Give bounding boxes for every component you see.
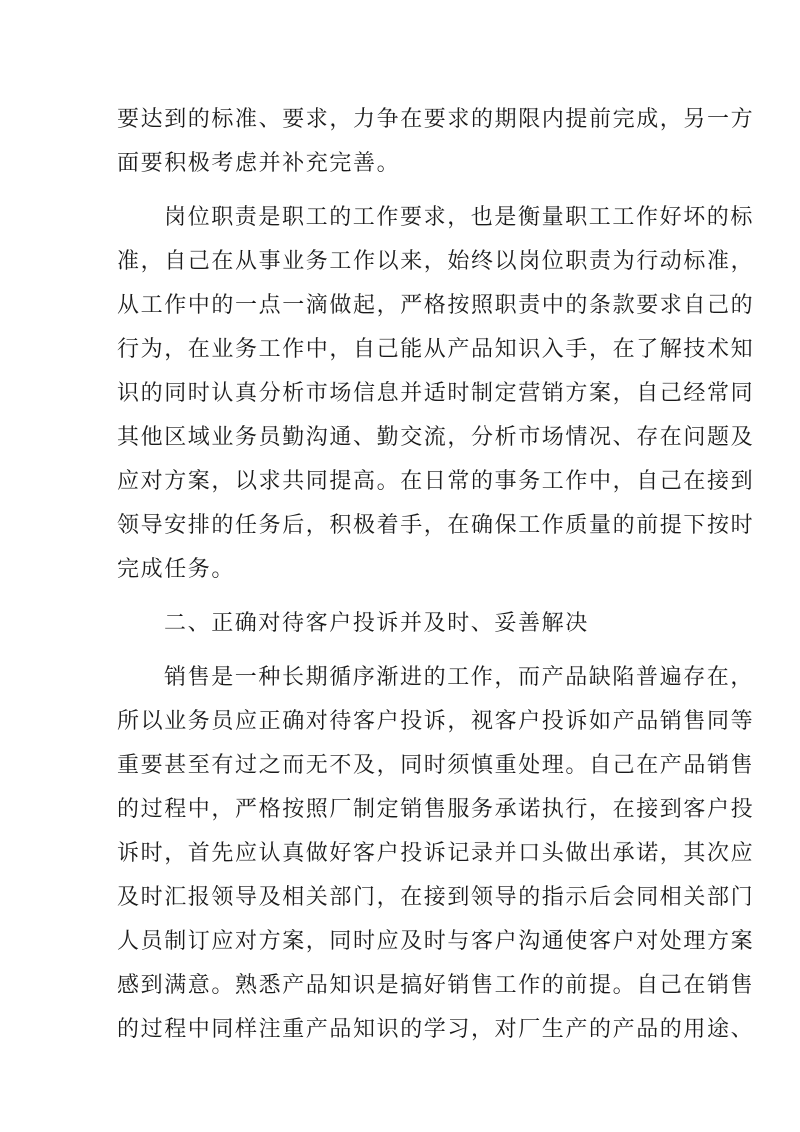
paragraph-job-duties xyxy=(117,196,755,592)
text-line: 及时汇报领导及相关部门，在接到领导的指示后会同相关部门 xyxy=(117,885,755,910)
text-line: 人员制订应对方案，同时应及时与客户沟通使客户对处理方案 xyxy=(117,929,755,954)
text-line: 感到满意。熟悉产品知识是搞好销售工作的前提。自己在销售 xyxy=(117,973,755,998)
text-line: 的过程中，严格按照厂制定销售服务承诺执行，在接到客户投 xyxy=(117,797,755,822)
paragraph-gap xyxy=(117,592,689,602)
paragraph-sales-complaints xyxy=(117,656,755,1052)
text-line: 岗位职责是职工的工作要求，也是衡量职工工作好坏的标 xyxy=(164,205,755,230)
text-line: 所以业务员应正确对待客户投诉，视客户投诉如产品销售同等 xyxy=(117,709,755,734)
text-line: 面要积极考虑并补充完善。 xyxy=(117,151,401,176)
paragraph-gap xyxy=(117,186,689,196)
text-line: 识的同时认真分析市场信息并适时制定营销方案，自己经常同 xyxy=(117,381,755,406)
text-line: 领导安排的任务后，积极着手，在确保工作质量的前提下按时 xyxy=(117,513,755,538)
text-line: 从工作中的一点一滴做起，严格按照职责中的条款要求自己的 xyxy=(117,293,755,318)
paragraph-gap xyxy=(117,646,689,656)
text-line: 完成任务。 xyxy=(117,557,236,582)
paragraph-continuation xyxy=(117,98,755,186)
heading-line: 二、正确对待客户投诉并及时、妥善解决 xyxy=(164,611,589,636)
text-line: 要达到的标准、要求，力争在要求的期限内提前完成，另一方 xyxy=(117,107,755,132)
text-line: 应对方案，以求共同提高。在日常的事务工作中，自己在接到 xyxy=(117,469,755,494)
text-line: 诉时，首先应认真做好客户投诉记录并口头做出承诺，其次应 xyxy=(117,841,755,866)
section-heading xyxy=(117,602,689,646)
text-line: 重要甚至有过之而无不及，同时须慎重处理。自己在产品销售 xyxy=(117,753,755,778)
text-line: 的过程中同样注重产品知识的学习，对厂生产的产品的用途、 xyxy=(117,1017,755,1042)
text-line: 销售是一种长期循序渐进的工作，而产品缺陷普遍存在， xyxy=(164,665,755,690)
text-line: 准，自己在从事业务工作以来，始终以岗位职责为行动标准， xyxy=(117,249,755,274)
document-body xyxy=(117,98,755,1052)
text-line: 行为，在业务工作中，自己能从产品知识入手，在了解技术知 xyxy=(117,337,755,362)
text-line: 其他区域业务员勤沟通、勤交流，分析市场情况、存在问题及 xyxy=(117,425,755,450)
